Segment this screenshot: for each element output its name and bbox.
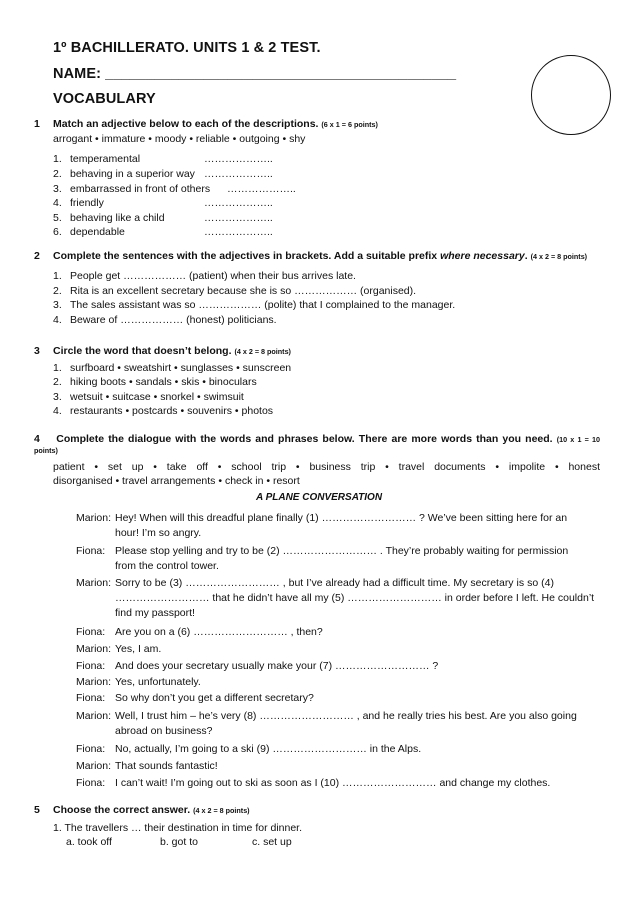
dialogue-line: Yes, unfortunately. xyxy=(115,676,201,688)
dialogue-line: Yes, I am. xyxy=(115,643,162,655)
section-1-title xyxy=(34,118,378,130)
section-4-points-cont: points) xyxy=(34,446,58,455)
dialogue-line: Please stop yelling and try to be (2) ……………………… . They’re probably waiting for permission xyxy=(115,545,569,557)
dialogue-speaker: Fiona: xyxy=(76,743,106,755)
section-2-number: 2 xyxy=(34,250,40,262)
dialogue-speaker: Fiona: xyxy=(76,626,106,638)
list-item: 2. behaving in a superior way xyxy=(53,168,195,180)
conversation-title: A PLANE CONVERSATION xyxy=(255,492,383,503)
dialogue-line: That sounds fantastic! xyxy=(115,760,218,772)
section-4-word-bank-line-2: disorganised • travel arrangements • check in • resort xyxy=(53,475,300,487)
section-1-points: (6 x 1 = 6 points) xyxy=(321,120,378,129)
question-1: 1. The travellers … their destination in time for dinner. xyxy=(53,822,303,834)
dialogue-speaker: Marion: xyxy=(76,760,112,772)
option-c[interactable]: c. set up xyxy=(252,836,292,848)
list-item: 2. hiking boots • sandals • skis • binoculars xyxy=(53,376,257,388)
dialogue-line: And does your secretary usually make your (7) ……………………… ? xyxy=(115,660,439,672)
section-2-title: 2 Complete the sentences with the adjectives in brackets. Add a suitable prefix where necessary. (4 x 2 = 8 points) xyxy=(34,250,588,262)
dialogue-line-cont: find my passport! xyxy=(115,607,195,619)
dialogue-speaker: Marion: xyxy=(76,676,112,688)
dialogue-line-cont: from the control tower. xyxy=(115,560,219,572)
dialogue-line: Hey! When will this dreadful plane finally (1) ……………………… ? We’ve been sitting here for an xyxy=(115,512,568,524)
list-item: 4. Beware of ……………… (honest) politicians. xyxy=(53,314,277,326)
answer-blank[interactable]: ……………….. xyxy=(204,168,273,180)
section-2-points: (4 x 2 = 8 points) xyxy=(530,252,588,261)
dialogue-speaker: Marion: xyxy=(76,710,112,722)
option-a[interactable]: a. took off xyxy=(66,836,112,848)
list-item: 1. surfboard • sweatshirt • sunglasses • sunscreen xyxy=(53,362,292,374)
section-3-points: (4 x 2 = 8 points) xyxy=(234,347,291,356)
list-item: 4. restaurants • postcards • souvenirs • photos xyxy=(53,405,274,417)
section-heading-vocabulary: VOCABULARY xyxy=(53,91,156,107)
section-1-number: 1 xyxy=(34,118,40,130)
list-item: 1. temperamental xyxy=(53,153,141,165)
dialogue-speaker: Fiona: xyxy=(76,660,106,672)
list-item: 3. The sales assistant was so ……………… (polite) that I complained to the manager. xyxy=(53,299,456,311)
dialogue-line: Well, I trust him – he’s very (8) ……………………… , and he really tries his best. Are you also going xyxy=(115,710,577,722)
section-5-title: 5 Choose the correct answer. (4 x 2 = 8 points) xyxy=(34,804,250,816)
test-title: 1º BACHILLERATO. UNITS 1 & 2 TEST. xyxy=(53,40,321,56)
answer-blank[interactable]: ……………….. xyxy=(227,183,296,195)
answer-blank[interactable]: ……………….. xyxy=(204,197,273,209)
section-4-word-bank-line-1: patient • set up • take off • school trip • business trip • travel documents • impolite • honest xyxy=(53,461,600,473)
dialogue-line: So why don’t you get a different secretary? xyxy=(115,692,314,704)
list-item: 4. friendly xyxy=(53,197,104,209)
answer-blank[interactable]: ……………….. xyxy=(204,212,273,224)
dialogue-line-cont: hour! I’m so angry. xyxy=(115,527,202,539)
section-1-word-bank: arrogant • immature • moody • reliable • outgoing • shy xyxy=(53,133,306,145)
list-item: 3. embarrassed in front of others xyxy=(53,183,211,195)
dialogue-line: Are you on a (6) ……………………… , then? xyxy=(115,626,323,638)
dialogue-speaker: Marion: xyxy=(76,512,112,524)
dialogue-line-cont: ……………………… that he didn’t have all my (5) ……………………… in order before I left. He couldn’t xyxy=(115,592,595,604)
dialogue-line: Sorry to be (3) ……………………… , but I’ve already had a difficult time. My secretary is so (4) xyxy=(115,577,554,589)
dialogue-speaker: Marion: xyxy=(76,643,112,655)
name-field-label: NAME: ___________________________________________ xyxy=(53,66,457,82)
section-4-title: 4 Complete the dialogue with the words and phrases below. There are more words than you need. (10 x 1 = 10 xyxy=(34,433,600,445)
section-3-title: 3 Circle the word that doesn’t belong. (4 x 2 = 8 points) xyxy=(34,345,291,357)
section-3-number: 3 xyxy=(34,345,40,357)
dialogue-line-cont: abroad on business? xyxy=(115,725,213,737)
dialogue-speaker: Fiona: xyxy=(76,692,106,704)
dialogue-speaker: Fiona: xyxy=(76,777,106,789)
option-b[interactable]: b. got to xyxy=(160,836,198,848)
list-item: 3. wetsuit • suitcase • snorkel • swimsuit xyxy=(53,391,244,403)
dialogue-line: I can’t wait! I’m going out to ski as soon as I (10) ……………………… and change my clothes. xyxy=(115,777,551,789)
list-item: 1. People get ……………… (patient) when their bus arrives late. xyxy=(53,270,356,282)
score-circle xyxy=(531,55,611,135)
dialogue-speaker: Fiona: xyxy=(76,545,106,557)
section-1-instruction: Match an adjective below to each of the descriptions. xyxy=(53,118,319,130)
list-item: 5. behaving like a child xyxy=(53,212,165,224)
list-item: 6. dependable xyxy=(53,226,125,238)
answer-blank[interactable]: ……………….. xyxy=(204,226,273,238)
dialogue-speaker: Marion: xyxy=(76,577,112,589)
section-2-emphasis: where necessary xyxy=(440,250,525,262)
list-item: 2. Rita is an excellent secretary because she is so ……………… (organised). xyxy=(53,285,417,297)
section-5-points: (4 x 2 = 8 points) xyxy=(193,806,250,815)
section-5-number: 5 xyxy=(34,804,40,816)
answer-blank[interactable]: ……………….. xyxy=(204,153,273,165)
dialogue-line: No, actually, I’m going to a ski (9) ……………………… in the Alps. xyxy=(115,743,422,755)
